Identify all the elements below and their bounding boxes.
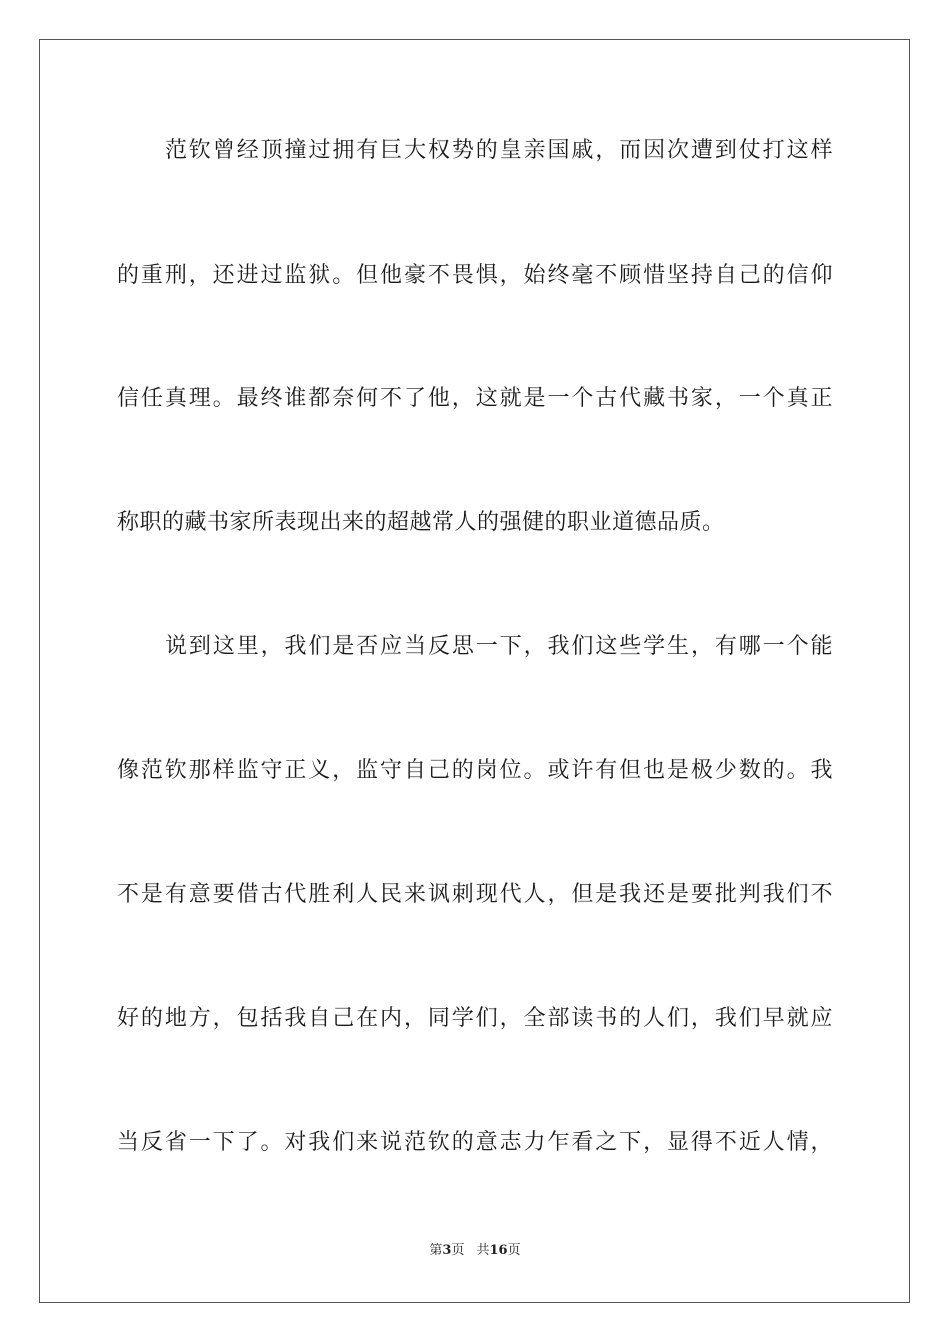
total-suffix: 页 — [507, 1243, 521, 1258]
paragraph-2-line-2: 像范钦那样监守正义，监守自己的岗位。或许有但也是极少数的。我 — [117, 758, 833, 783]
page-footer — [0, 1243, 950, 1259]
page-prefix: 第 — [429, 1243, 443, 1258]
total-prefix: 共 — [476, 1243, 490, 1258]
page-suffix: 页 — [451, 1243, 465, 1258]
page-number: 3 — [442, 1243, 452, 1258]
page-border — [39, 39, 910, 1303]
paragraph-1-line-2: 的重刑，还进过监狱。但他豪不畏惧，始终毫不顾惜坚持自己的信仰 — [117, 263, 833, 288]
paragraph-2-line-4: 好的地方，包括我自己在内，同学们，全部读书的人们，我们早就应 — [117, 1006, 833, 1031]
paragraph-2-line-5: 当反省一下了。对我们来说范钦的意志力乍看之下，显得不近人情， — [117, 1130, 833, 1155]
paragraph-2-line-1: 说到这里，我们是否应当反思一下，我们这些学生，有哪一个能 — [165, 634, 833, 659]
paragraph-1-line-4: 称职的藏书家所表现出来的超越常人的强健的职业道德品质。 — [117, 510, 725, 535]
paragraph-1-line-3: 信任真理。最终谁都奈何不了他，这就是一个古代藏书家，一个真正 — [117, 386, 833, 411]
paragraph-2-line-3: 不是有意要借古代胜利人民来讽刺现代人，但是我还是要批判我们不 — [117, 882, 833, 907]
page-total: 16 — [489, 1243, 508, 1258]
paragraph-1-line-1: 范钦曾经顶撞过拥有巨大权势的皇亲国戚，而因次遭到仗打这样 — [165, 138, 833, 163]
